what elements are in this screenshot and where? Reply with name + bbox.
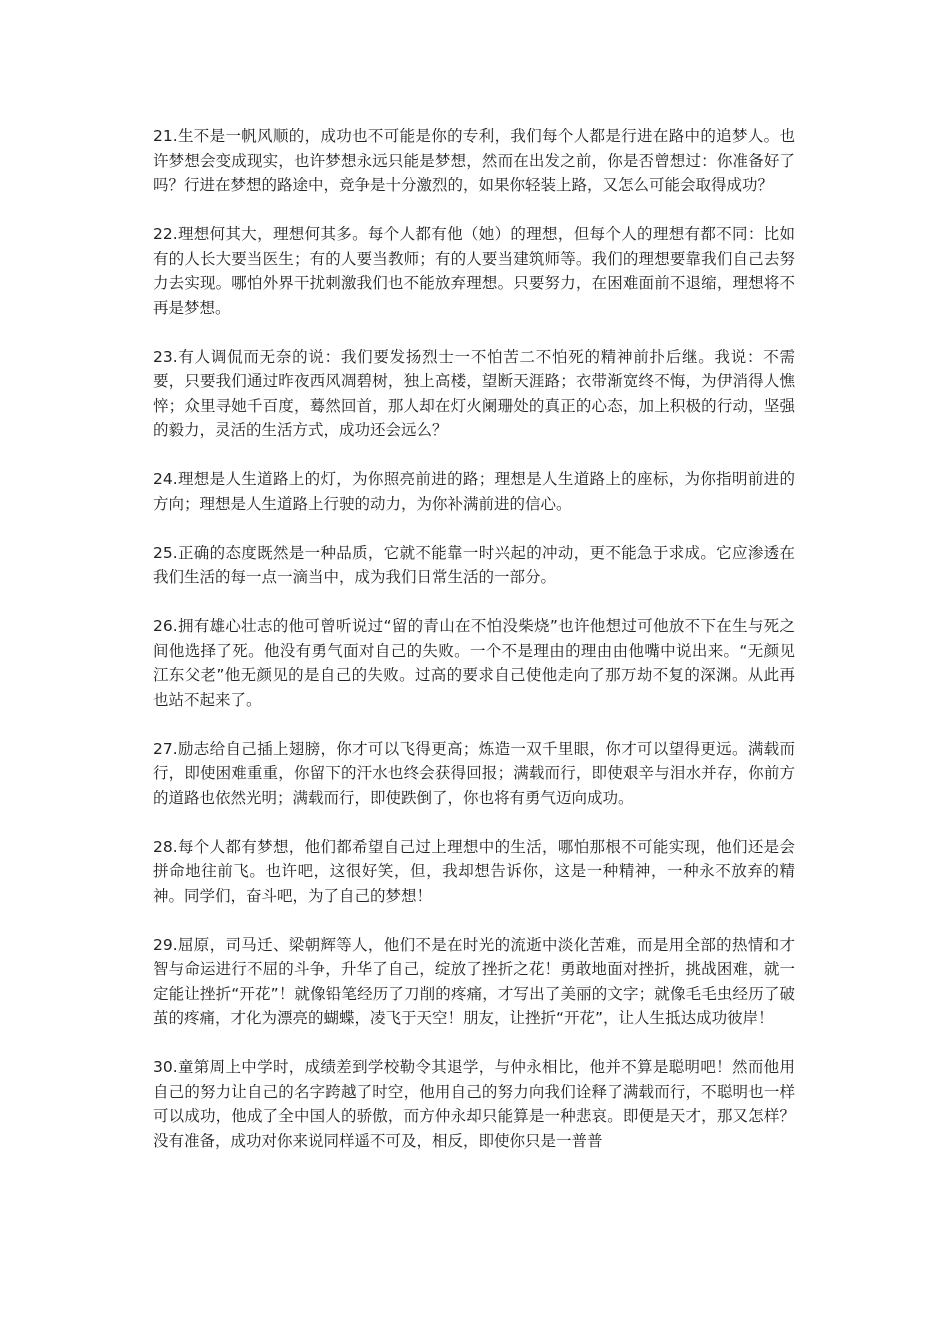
paragraph-22: 22.理想何其大，理想何其多。每个人都有他（她）的理想，但每个人的理想有都不同：比如有的人长大要当医生；有的人要当教师；有的人要当建筑师等。我们的理想要靠我们自己去努力去实现。哪怕外界干扰刺激我们也不能放弃理想。只要努力，在困难面前不退缩，理想将不再是梦想。 bbox=[153, 225, 795, 317]
document-page bbox=[153, 124, 795, 1153]
paragraph-24: 24.理想是人生道路上的灯，为你照亮前进的路；理想是人生道路上的座标，为你指明前进的方向；理想是人生道路上行驶的动力，为你补满前进的信心。 bbox=[153, 470, 795, 513]
paragraph-27: 27.励志给自己插上翅膀，你才可以飞得更高；炼造一双千里眼，你才可以望得更远。满载而行，即使困难重重，你留下的汗水也终会获得回报；满载而行，即使艰辛与泪水并存，你前方的道路也依然光明；满载而行，即使跌倒了，你也将有勇气迈向成功。 bbox=[153, 739, 795, 807]
paragraph-28: 28.每个人都有梦想，他们都希望自己过上理想中的生活，哪怕那根不可能实现，他们还是会拼命地往前飞。也许吧，这很好笑，但，我却想告诉你，这是一种精神，一种永不放弃的精神。同学们，奋斗吧，为了自己的梦想！ bbox=[153, 837, 795, 905]
paragraph-23: 23.有人调侃而无奈的说：我们要发扬烈士一不怕苦二不怕死的精神前扑后继。我说：不需要，只要我们通过昨夜西风凋碧树，独上高楼，望断天涯路；衣带渐宽终不悔，为伊消得人憔悴；众里寻她千百度，蓦然回首，那人却在灯火阑珊处的真正的心态，加上积极的行动，坚强的毅力，灵活的生活方式，成功还会远么？ bbox=[153, 347, 795, 439]
paragraph-29: 29.屈原，司马迁、梁朝辉等人，他们不是在时光的流逝中淡化苦难，而是用全部的热情和才智与命运进行不屈的斗争，升华了自己，绽放了挫折之花！勇敢地面对挫折，挑战困难，就一定能让挫折“开花”！就像铅笔经历了刀削的疼痛，才写出了美丽的文字；就像毛毛虫经历了破茧的疼痛，才化为漂亮的蝴蝶，凌飞于天空！朋友，让挫折“开花”，让人生抵达成功彼岸！ bbox=[153, 935, 795, 1027]
paragraph-26: 26.拥有雄心壮志的他可曾听说过“留的青山在不怕没柴烧”也许他想过可他放不下在生与死之间他选择了死。他没有勇气面对自己的失败。一个不是理由的理由由他嘴中说出来。“无颜见江东父老”他无颜见的是自己的失败。过高的要求自己使他走向了那万劫不复的深渊。从此再也站不起来了。 bbox=[153, 617, 795, 709]
paragraph-21: 21.生不是一帆风顺的，成功也不可能是你的专利，我们每个人都是行进在路中的追梦人。也许梦想会变成现实，也许梦想永远只能是梦想，然而在出发之前，你是否曾想过：你准备好了吗？行进在梦想的路途中，竞争是十分激烈的，如果你轻装上路，又怎么可能会取得成功？ bbox=[153, 127, 795, 194]
paragraph-30: 30.童第周上中学时，成绩差到学校勒令其退学，与仲永相比，他并不算是聪明吧！然而他用自己的努力让自己的名字跨越了时空，他用自己的努力向我们诠释了满载而行，不聪明也一样可以成功，他成了全中国人的骄傲，而方仲永却只能算是一种悲哀。即便是天才，那又怎样？没有准备，成功对你来说同样遥不可及，相反，即使你只是一普普 bbox=[153, 1058, 795, 1150]
paragraph-25: 25.正确的态度既然是一种品质，它就不能靠一时兴起的冲动，更不能急于求成。它应渗透在我们生活的每一点一滴当中，成为我们日常生活的一部分。 bbox=[153, 543, 795, 586]
